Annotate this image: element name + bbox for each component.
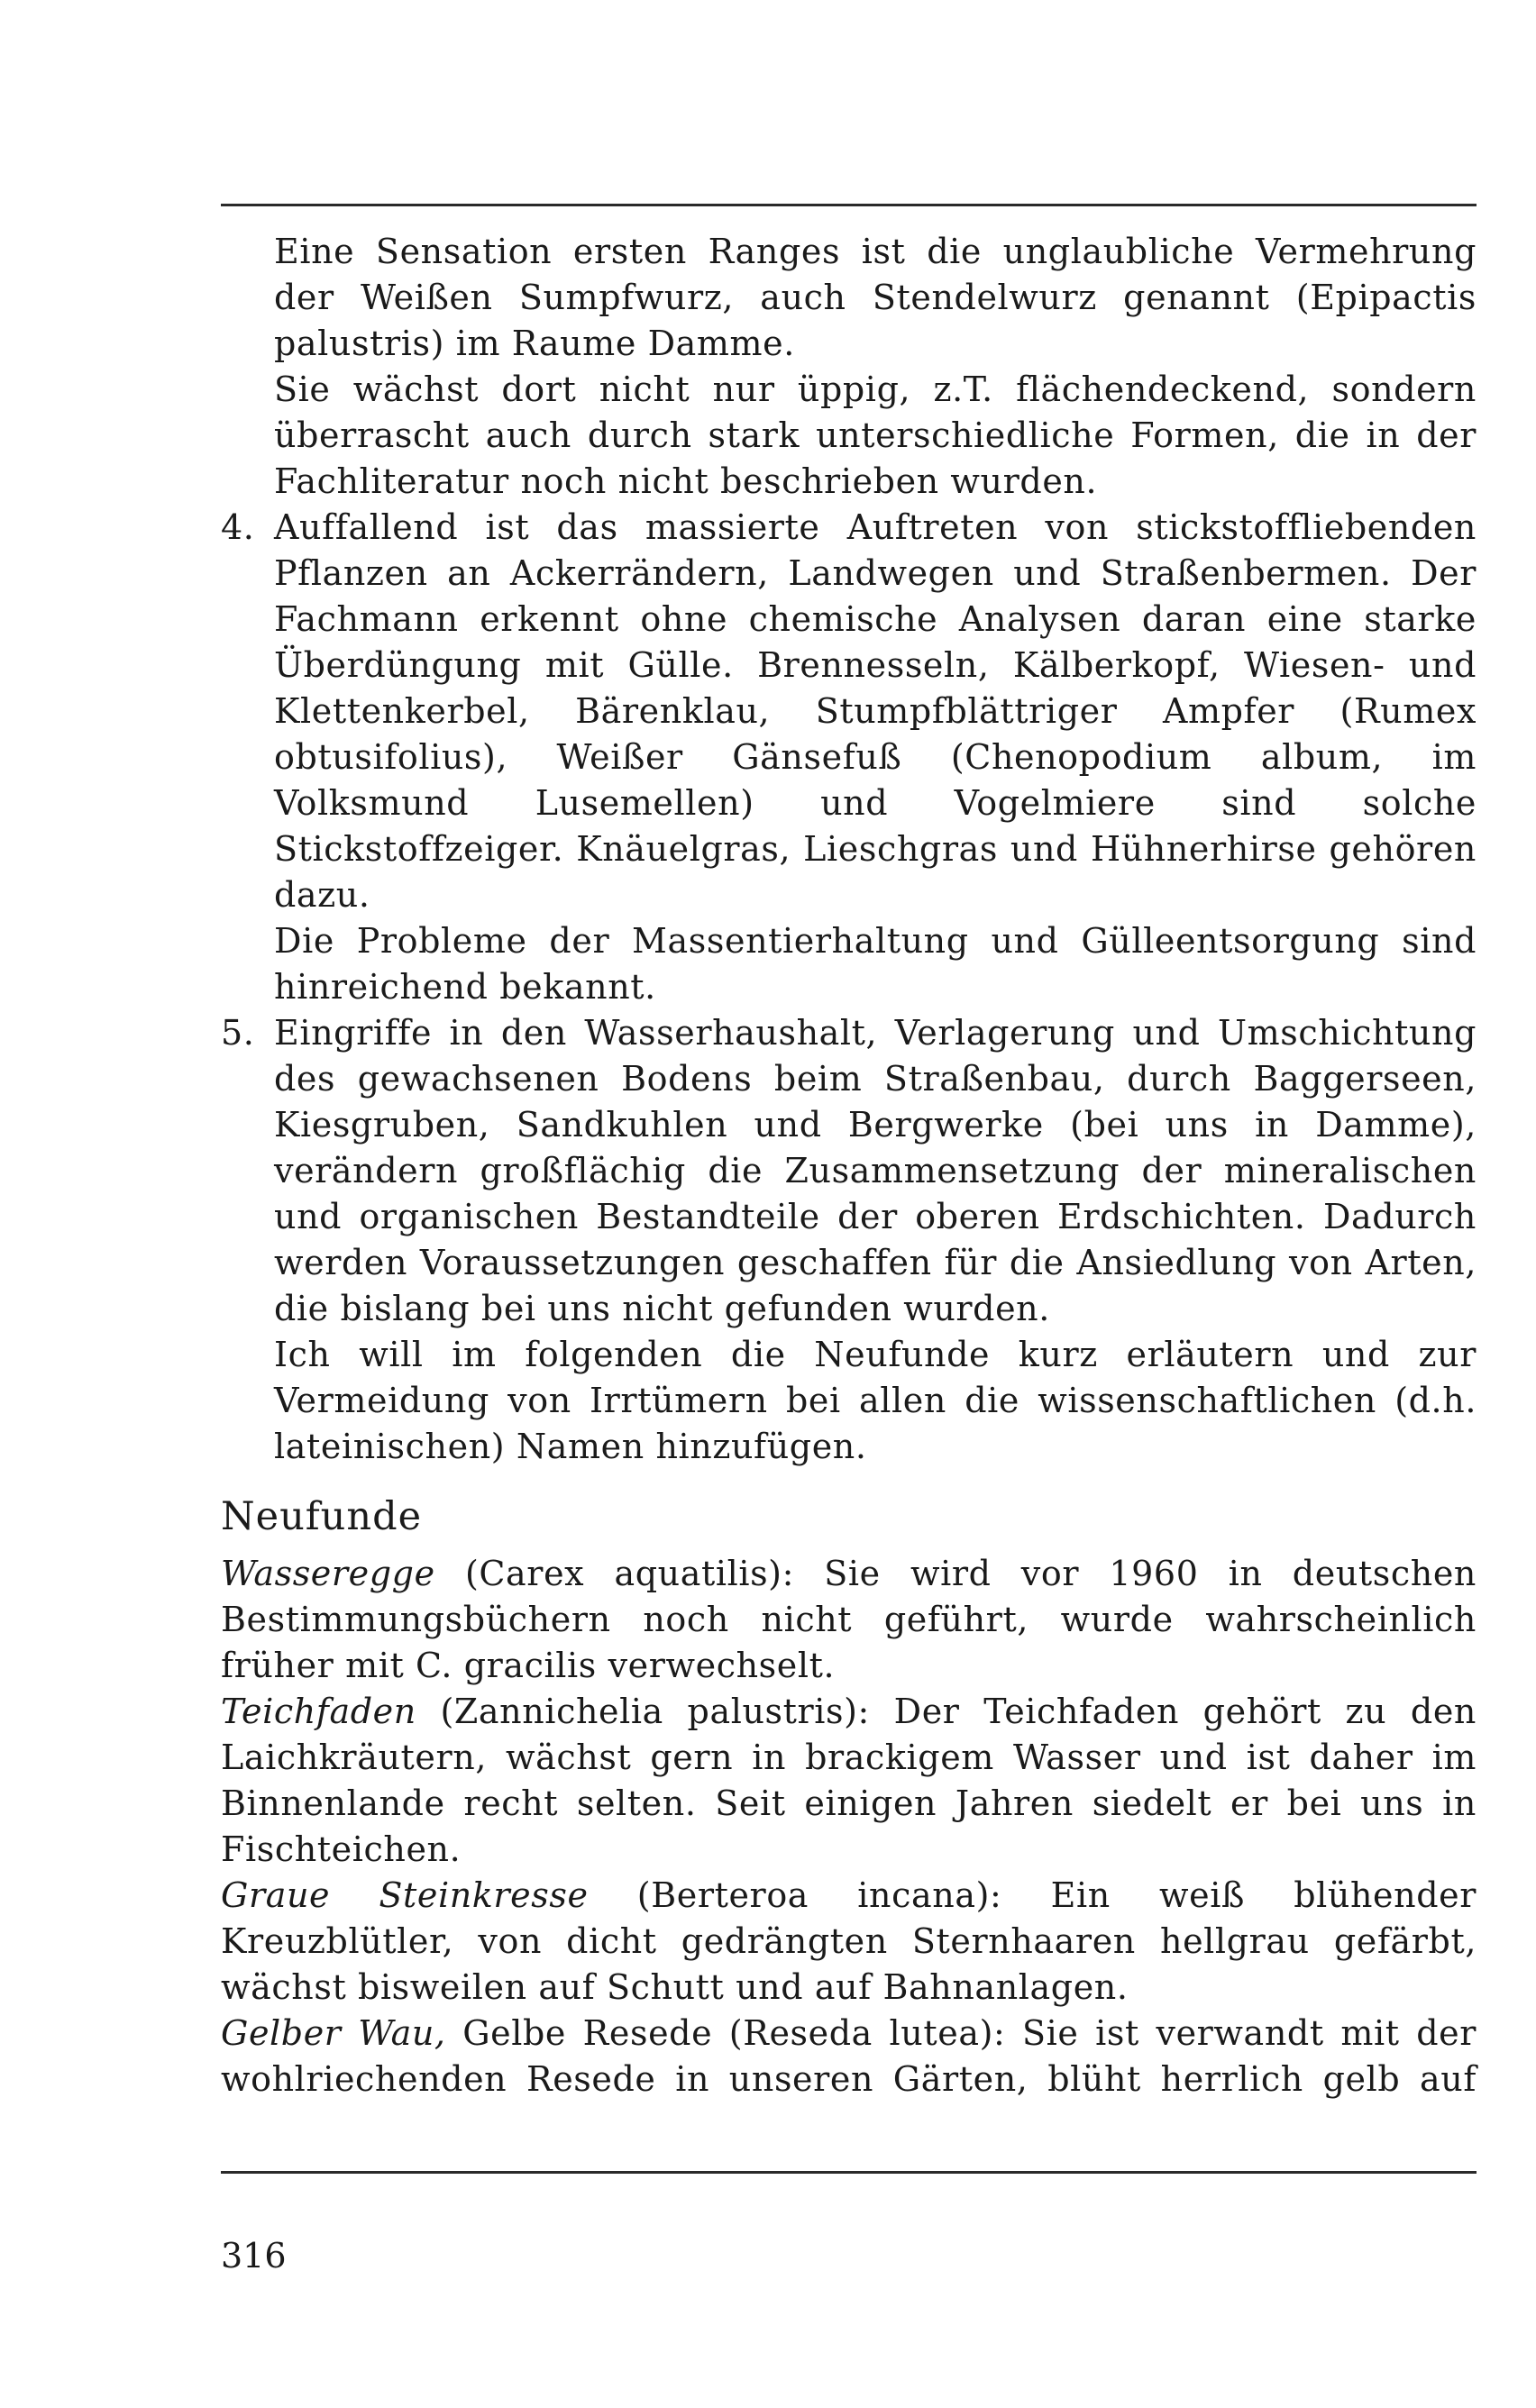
- list-item-paragraph: Eingriffe in den Wasserhaushalt, Verlagerung und Umschichtung des gewachsenen Bodens beim Straßenbau, durch Baggerseen, Kiesgruben, Sandkuhlen und Bergwerke (bei uns in Damme), verändern großflächig die Zusammensetzung der mineralischen und organischen Bestandteile der oberen Erdschichten. Dadurch werden Voraussetzungen geschaffen für die Ansiedlung von Arten, die bislang bei uns nicht gefunden wurden.: [274, 1013, 1477, 1328]
- species-name: Wasseregge: [221, 1554, 435, 1593]
- list-number: 4.: [221, 507, 255, 547]
- species-description: (Carex aquatilis): Sie wird vor 1960 in deutschen Bestimmungsbüchern noch nicht geführt, wurde wahrscheinlich früher mit C. gracilis verwechselt.: [221, 1554, 1477, 1685]
- list-item-4: [221, 505, 1477, 1010]
- page-number: 316: [221, 2236, 287, 2276]
- species-description: Gelbe Resede (Reseda lutea): Sie ist verwandt mit der wohlriechenden Resede in unseren Gärten, blüht herrlich gelb auf: [221, 2013, 1477, 2099]
- list-item-paragraph: Die Probleme der Massentierhaltung und Gülleentsorgung sind hinreichend bekannt.: [274, 921, 1477, 1007]
- body-text: [221, 229, 1477, 2102]
- section-heading: Neufunde: [221, 1494, 423, 1539]
- species-entry: [221, 2011, 1477, 2102]
- species-name: Graue Steinkresse: [221, 1875, 589, 1915]
- species-entry: [221, 1689, 1477, 1873]
- species-name: Gelber Wau,: [221, 2013, 446, 2053]
- list-number: 5.: [221, 1013, 255, 1053]
- species-entry: [221, 1873, 1477, 2011]
- intro-paragraph-2: Sie wächst dort nicht nur üppig, z.T. flächendeckend, sondern überrascht auch durch stark unterschiedliche Formen, die in der Fachliteratur noch nicht beschrieben wurden.: [274, 369, 1477, 501]
- list-item-5: [221, 1010, 1477, 1470]
- list-item-paragraph: Ich will im folgenden die Neufunde kurz erläutern und zur Vermeidung von Irrtümern bei allen die wissenschaftlichen (d.h. lateinischen) Namen hinzufügen.: [274, 1335, 1477, 1466]
- bottom-rule: [221, 2171, 1477, 2174]
- intro-paragraph-1: Eine Sensation ersten Ranges ist die unglaubliche Vermehrung der Weißen Sumpfwurz, auch Stendelwurz genannt (Epipactis palustris) im Raume Damme.: [274, 232, 1477, 363]
- species-name: Teichfaden: [221, 1692, 416, 1731]
- species-entry: [221, 1551, 1477, 1689]
- species-description: (Zannichelia palustris): Der Teichfaden gehört zu den Laichkräutern, wächst gern in brackigem Wasser und ist daher im Binnenlande recht selten. Seit einigen Jahren siedelt er bei uns in Fischteichen.: [221, 1692, 1477, 1869]
- species-description: (Berteroa incana): Ein weiß blühender Kreuzblütler, von dicht gedrängten Sternhaaren hellgrau gefärbt, wächst bisweilen auf Schutt und auf Bahnanlagen.: [221, 1875, 1477, 2007]
- list-item-paragraph: Auffallend ist das massierte Auftreten von stickstoffliebenden Pflanzen an Ackerrändern, Landwegen und Straßenbermen. Der Fachmann erkennt ohne chemische Analysen daran eine starke Überdüngung mit Gülle. Brennesseln, Kälberkopf, Wiesen- und Klettenkerbel, Bärenklau, Stumpfblättriger Ampfer (Rumex obtusifolius), Weißer Gänsefuß (Chenopodium album, im Volksmund Lusemellen) und Vogelmiere sind solche Stickstoffzeiger. Knäuelgras, Lieschgras und Hühnerhirse gehören dazu.: [274, 507, 1477, 915]
- top-rule: [221, 204, 1477, 206]
